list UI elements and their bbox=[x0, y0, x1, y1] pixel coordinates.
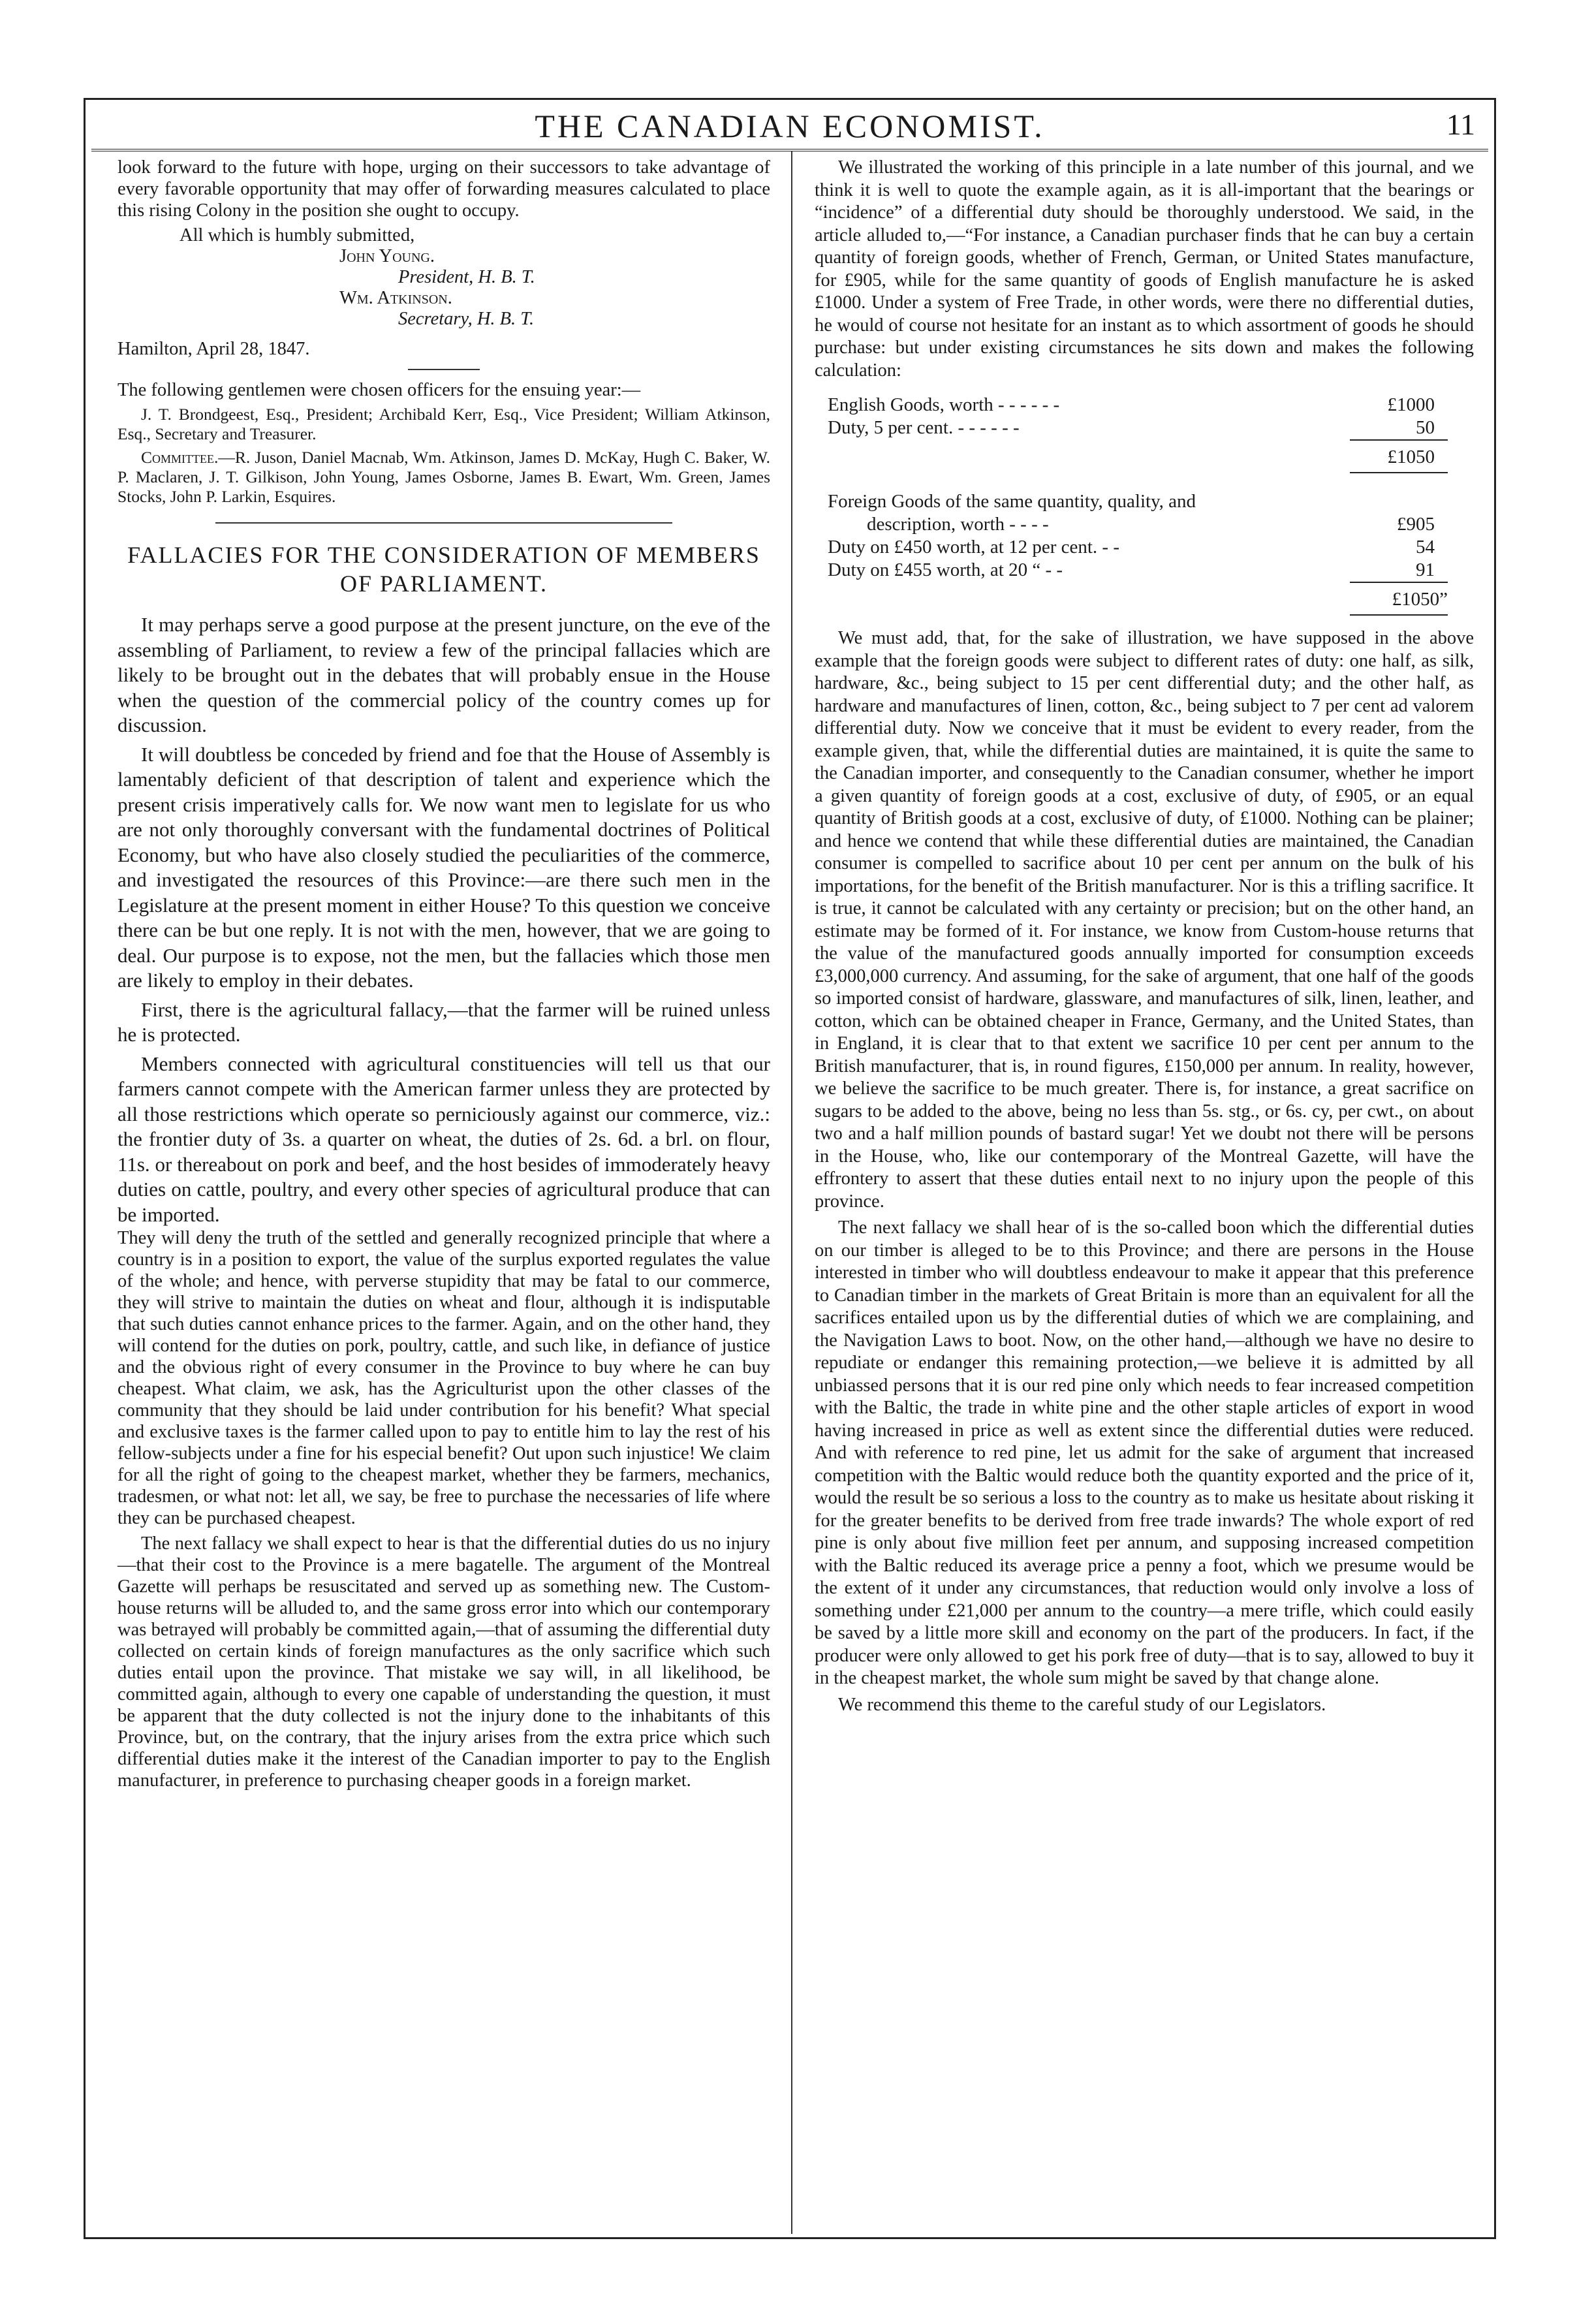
calc-amount: £905 bbox=[1397, 514, 1435, 535]
calc-total bbox=[828, 439, 1474, 473]
calc-row bbox=[828, 394, 1474, 416]
calc-row bbox=[828, 513, 1474, 536]
article-paragraph: It may perhaps serve a good purpose at the present juncture, on the eve of the assembling of Parliament, to review a few of the principal fallacies which are likely to be brought out in the debates that will probably ensue in the House when the question of the commercial policy of the country comes up for discussion. bbox=[117, 613, 770, 736]
page-number: 11 bbox=[1446, 108, 1475, 141]
calc-label: English Goods, worth - - - - - - bbox=[828, 394, 1060, 415]
calc-row bbox=[828, 559, 1474, 582]
right-column bbox=[815, 157, 1474, 1720]
calc-row bbox=[828, 536, 1474, 559]
article-paragraph: Members connected with agricultural constituencies will tell us that our farmers cannot compete with the American farmer unless they are protected by all those restrictions which operate so perniciously against our commerce, viz.: the frontier duty of 3s. a quarter on wheat, the duties of 2s. 6d. a brl. on flour, 11s. or thereabout on pork and beef, and the host besides of immoderately heavy duties on cattle, poultry, and every other species of agricultural produce that can be imported. bbox=[117, 1052, 770, 1226]
signer-name: John Young. bbox=[339, 246, 435, 266]
spacer bbox=[828, 473, 1474, 490]
total-rule bbox=[1350, 614, 1448, 616]
calc-total bbox=[828, 582, 1474, 616]
article-paragraph: First, there is the agricultural fallacy,—that the farmer will be ruined unless he is protected. bbox=[117, 997, 770, 1046]
divider-rule bbox=[408, 369, 480, 370]
article-paragraph: They will deny the truth of the settled and generally recognized principle that where a country is in a position to export, the value of the surplus exported regulates the value of the whole; and hence, with perverse stupidity that may be fatal to our commerce, they will strive to maintain the duties on wheat and flour, although it is indisputable that such duties cannot enhance prices to the farmer. Again, and on the other hand, they will contend for the duties on pork, poultry, cattle, and such like, in defiance of justice and the obvious right of every consumer in the Province to buy where he can buy cheapest. What claim, we ask, has the Agriculturist upon the other classes of the community that they should be laid under contribution for his benefit? What special and exclusive taxes is the farmer called upon to pay to entitle him to lay the rest of his fellow-subjects under a fine for his especial benefit? Out upon such injustice! We claim for all the right of going to the cheapest market, whether they be farmers, mechanics, tradesmen, or what not: let all, we say, be free to purchase the necessaries of life where they can be purchased cheapest. bbox=[117, 1228, 770, 1528]
signer-title: Secretary, H. B. T. bbox=[398, 309, 535, 329]
submitted-line: All which is humbly submitted, bbox=[180, 225, 415, 245]
calc-label: Duty on £455 worth, at 20 “ - - bbox=[828, 559, 1063, 580]
calc-amount: 91 bbox=[1416, 559, 1435, 580]
officers-intro: The following gentlemen were chosen officers for the ensuing year:— bbox=[117, 380, 641, 400]
masthead bbox=[91, 104, 1488, 151]
officers-list: J. T. Brondgeest, Esq., President; Archibald Kerr, Esq., Vice President; William Atkinson, Esq., Secretary and Treasurer. bbox=[117, 405, 770, 443]
calc-label: description, worth - - - - bbox=[867, 514, 1049, 535]
calc-amount: 50 bbox=[1416, 417, 1435, 438]
signer-title: President, H. B. T. bbox=[398, 267, 535, 287]
committee-label: Committee. bbox=[141, 448, 219, 467]
article-paragraph: We illustrated the working of this principle in a late number of this journal, and we think it is well to quote the example again, as it is all-important that the bearings or “incidence” of a differential duty should be thoroughly understood. We said, in the article alluded to,—“For instance, a Canadian purchaser finds that he can buy a certain quantity of foreign goods, whether of French, German, or United States manufacture, for £905, while for the same quantity of goods of English manufacture he is asked £1000. Under a system of Free Trade, in other words, were there no differential duties, he would of course not hesitate for an instant as to which assortment of goods he should purchase: but under existing circumstances he sits down and makes the following calculation: bbox=[815, 157, 1474, 381]
article-title: FALLACIES FOR THE CONSIDERATION OF MEMBERS OF PARLIAMENT. bbox=[127, 542, 760, 597]
calc-label: Duty on £450 worth, at 12 per cent. - - bbox=[828, 537, 1119, 557]
calc-amount: £1000 bbox=[1387, 394, 1435, 415]
intro-paragraph: look forward to the future with hope, urging on their successors to take advantage of every favorable opportunity that may offer of forwarding measures calculated to place this rising Colony in the position she ought to occupy. bbox=[117, 157, 770, 221]
signature-block bbox=[117, 225, 770, 360]
article-paragraph: The next fallacy we shall hear of is the so-called boon which the differential duties on our timber is alleged to be to this Province; and there are persons in the House interested in timber who will doubtless endeavour to make it appear that this preference to Canadian timber in the markets of Great Britain is more than an equivalent for all the sacrifices entailed upon us by the differential duties of which we are complaining, and the Navigation Laws to boot. Now, on the other hand,—although we have no desire to repudiate or endanger this remaining protection,—we believe it is admitted by all unbiassed persons that it is our red pine only which needs to fear increased competition with the Baltic, the trade in white pine and the other staple articles of export in wood having increased in price as well as extent since the differential duties were reduced. And with reference to red pine, let us admit for the sake of argument that increased competition with the Baltic would reduce both the quantity exported and the price of it, would the result be so serious a loss to the country as to make us hesitate about risking it for the greater benefits to be derived from free trade inwards? The whole export of red pine is only about five million feet per annum, and supposing increased competition with the Baltic reduced its average price a penny a foot, which we presume would be the extent of it under any circumstances, that reduction would only involve a loss of something under £21,000 per annum to the country—a mere trifle, which could easily be saved by a little more skill and economy on the part of the producers. In fact, if the producer were only allowed to get his pork free of duty—that is to say, allowed to buy it in the cheapest market, the whole sum might be saved by that change alone. bbox=[815, 1217, 1474, 1688]
calc-amount: 54 bbox=[1416, 537, 1435, 557]
total-rule bbox=[1350, 582, 1448, 583]
place-date: Hamilton, April 28, 1847. bbox=[117, 339, 310, 359]
calc-row bbox=[828, 490, 1474, 513]
duty-calculation bbox=[828, 394, 1474, 616]
article-paragraph: We recommend this theme to the careful study of our Legislators. bbox=[838, 1694, 1326, 1715]
signer-name: Wm. Atkinson. bbox=[339, 288, 452, 308]
column-divider bbox=[791, 151, 792, 2234]
total-rule bbox=[1350, 472, 1448, 473]
divider-rule bbox=[215, 522, 672, 524]
committee-paragraph bbox=[117, 448, 770, 507]
article-paragraph: The next fallacy we shall expect to hear is that the differential duties do us no injury—that their cost to the Province is a mere bagatelle. The argument of the Montreal Gazette will perhaps be resuscitated and served up as something new. The Custom-house returns will be alluded to, and the same gross error into which our contemporary was betrayed will probably be committed again,—that of assuming the differential duty collected on certain kinds of foreign manufactures as the only sacrifice which such duties entail upon the province. That mistake we say will, in all likelihood, be committed again, although to every one capable of understanding the question, it must be apparent that the duty collected is not the injury done to the inhabitants of this Province, but, on the contrary, that the injury arises from the extra price which such differential duties make it the interest of the Canadian importer to pay to the English manufacturer, in preference to purchasing cheaper goods in a foreign market. bbox=[117, 1533, 770, 1791]
article-paragraph: We must add, that, for the sake of illustration, we have supposed in the above example that the foreign goods were subject to different rates of duty: one half, as silk, hardware, &c., being subject to 15 per cent differential duty; and the other half, as hardware and manufactures of linen, cotton, &c., being subject to 7 per cent ad valorem differential duty. Now we conceive that it must be evident to every reader, from the example given, that, while the differential duties are maintained, it is quite the same to the Canadian importer, and consequently to the Canadian consumer, whether he import a given quantity of foreign goods at a cost, exclusive of duty, of £905, or an equal quantity of British goods at a cost, exclusive of duty, of £1000. Nothing can be plainer; and hence we contend that while these differential duties are maintained, the Canadian consumer is compelled to sacrifice about 10 per cent per annum on the bulk of his importations, for the benefit of the British manufacturer. Nor is this a trifling sacrifice. It is true, it cannot be calculated with any certainty or precision; but on the other hand, an estimate may be formed of it. For instance, we know from Custom-house returns that the value of the manufactured goods annually imported for consumption exceeds £3,000,000 currency. And assuming, for the sake of argument, that one half of the goods so imported consist of hardware, glassware, and manufactures of silk, linen, leather, and cotton, which can be obtained cheaper in France, Germany, and the United States, than in England, it is clear that to that extent we sacrifice 10 per cent per annum to the British manufacturer, that is, in round figures, £150,000 per annum. In reality, however, we believe the sacrifice to be much greater. There is, for instance, a great sacrifice on sugars to be added to the above, being no less than 5s. stg., or 6s. cy, per cwt., on about two and a half million pounds of bastard sugar! Yet we doubt not there will be persons in the House, who, like our contemporary of the Montreal Gazette, will have the effrontery to assert that these duties entail next to no injury upon the people of this province. bbox=[815, 628, 1474, 1212]
calc-label: Duty, 5 per cent. - - - - - - bbox=[828, 417, 1020, 438]
calc-row bbox=[828, 416, 1474, 439]
publication-title: THE CANADIAN ECONOMIST. bbox=[535, 108, 1045, 144]
committee-list: —R. Juson, Daniel Macnab, Wm. Atkinson, James D. McKay, Hugh C. Baker, W. P. Maclaren, J. T. Gilkison, John Young, James Osborne, James B. Ewart, Wm. Green, James Stocks, John P. Larkin, Esquires. bbox=[117, 448, 770, 506]
article-paragraph: It will doubtless be conceded by friend and foe that the House of Assembly is lamentably deficient of that description of talent and experience which the present crisis imperatively calls for. We now want men to legislate for us who are not only thoroughly conversant with the fundamental doctrines of Political Economy, but who have also closely studied the peculiarities of the commerce, and investigated the resources of this Province:—are there such men in the Legislature at the present moment in either House? To this question we conceive there can be but one reply. It is not with the men, however, that we are going to deal. Our purpose is to expose, not the men, but the fallacies which those men are likely to employ in their debates. bbox=[117, 742, 770, 992]
left-column bbox=[117, 157, 770, 1795]
total-rule bbox=[1350, 439, 1448, 441]
calc-total-amount: £1050” bbox=[1392, 589, 1448, 610]
calc-label: Foreign Goods of the same quantity, quality, and bbox=[828, 491, 1196, 512]
calc-total-amount: £1050 bbox=[1387, 447, 1435, 467]
